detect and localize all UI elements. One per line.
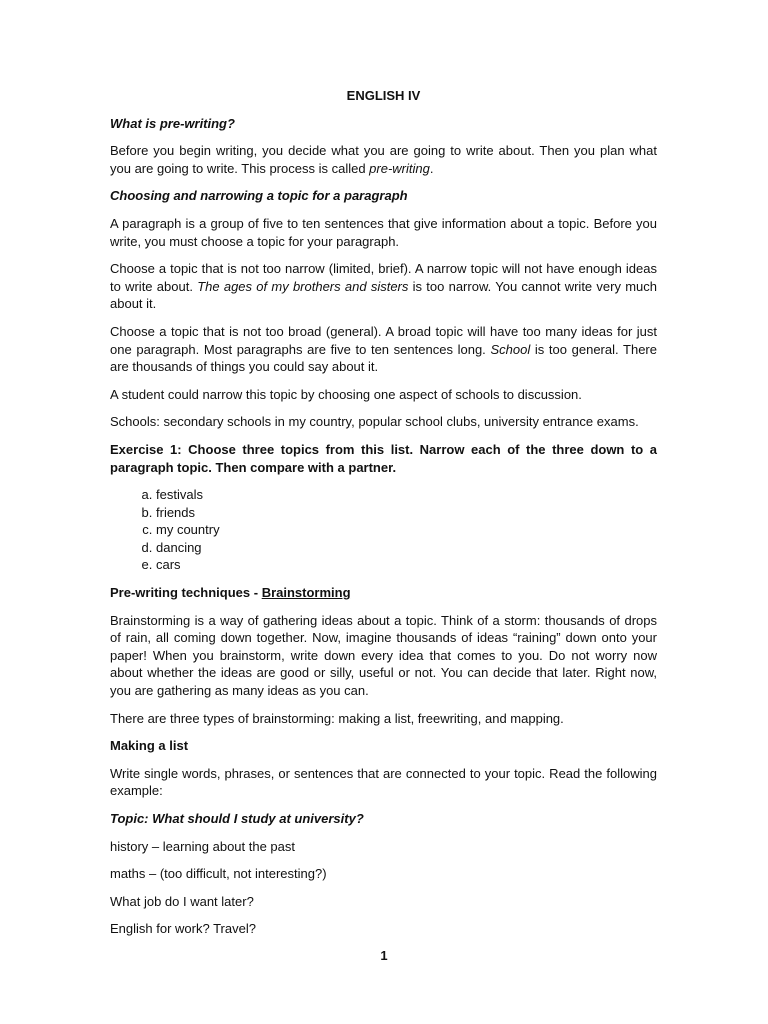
topic-list [110, 486, 657, 574]
narrow-example: The ages of my brothers and sisters [197, 278, 409, 294]
brainstorming-term: Brainstorming [261, 585, 351, 601]
making-list-heading: Making a list [110, 738, 189, 754]
making-list-paragraph: Write single words, phrases, or sentences that are connected to your topic. Read the following example: [110, 765, 657, 799]
page-number: 1 [380, 948, 388, 963]
prewriting-paragraph [110, 142, 657, 177]
brainstorm-paragraph: Brainstorming is a way of gathering ideas about a topic. Think of a storm: thousands of drops of rain, all coming down together. Now, imagine thousands of ideas “raining” down onto your paper! When you brainstorm, write down every idea that comes to you. Do not worry now about whether the ideas are good or silly, useful or not. You can decide that later. Right now, you are gathering as many ideas as you can. [110, 612, 657, 699]
broad-example: School [490, 341, 531, 357]
list-item: a. festivals [156, 486, 657, 504]
list-item: e. cars [156, 556, 657, 574]
types-paragraph: There are three types of brainstorming: making a list, freewriting, and mapping. [110, 710, 564, 726]
techniques-heading [110, 584, 657, 602]
document-title: ENGLISH IV [346, 88, 421, 103]
list-item: c. my country [156, 521, 657, 539]
list-line: maths – (too difficult, not interesting?) [110, 866, 327, 882]
prewriting-text: Before you begin writing, you decide what you are going to write about. Then you plan what you are going to write. This process is called [110, 143, 657, 176]
list-item: d. dancing [156, 539, 657, 557]
broad-text: Choose a topic that is not too broad (general). A broad topic will have too many ideas for just one paragraph. Most paragraphs are five to ten sentences long. [110, 323, 657, 357]
narrow-student-paragraph: A student could narrow this topic by choosing one aspect of schools to discussion. [110, 386, 582, 402]
broad-end: is too general. There are thousands of things you could say about it. [110, 341, 657, 375]
schools-example: Schools: secondary schools in my country, popular school clubs, university entrance exams. [110, 414, 639, 430]
narrow-topic-paragraph [110, 260, 657, 313]
list-item: b. friends [156, 504, 657, 522]
prewriting-end: . [429, 160, 434, 176]
paragraph-definition: A paragraph is a group of five to ten sentences that give information about a topic. Before you write, you must choose a topic for your paragraph. [110, 215, 657, 249]
choosing-heading: Choosing and narrowing a topic for a paragraph [110, 188, 408, 204]
list-line: history – learning about the past [110, 838, 296, 854]
narrow-text: Choose a topic that is not too narrow (limited, brief). A narrow topic will not have enough ideas to write about. [110, 261, 657, 294]
list-line: What job do I want later? [110, 893, 254, 909]
broad-topic-paragraph [110, 323, 657, 376]
prewriting-heading: What is pre-writing? [110, 115, 235, 131]
techniques-prefix: Pre-writing techniques - [110, 585, 262, 601]
prewriting-term: pre-writing [369, 160, 430, 176]
list-line: English for work? Travel? [110, 921, 256, 937]
narrow-end: is too narrow. You cannot write very much about it. [110, 278, 658, 312]
document-body [110, 87, 657, 948]
topic-example: Topic: What should I study at university? [110, 811, 364, 826]
exercise-1: Exercise 1: Choose three topics from this list. Narrow each of the three down to a paragraph topic. Then compare with a partner. [110, 441, 657, 475]
